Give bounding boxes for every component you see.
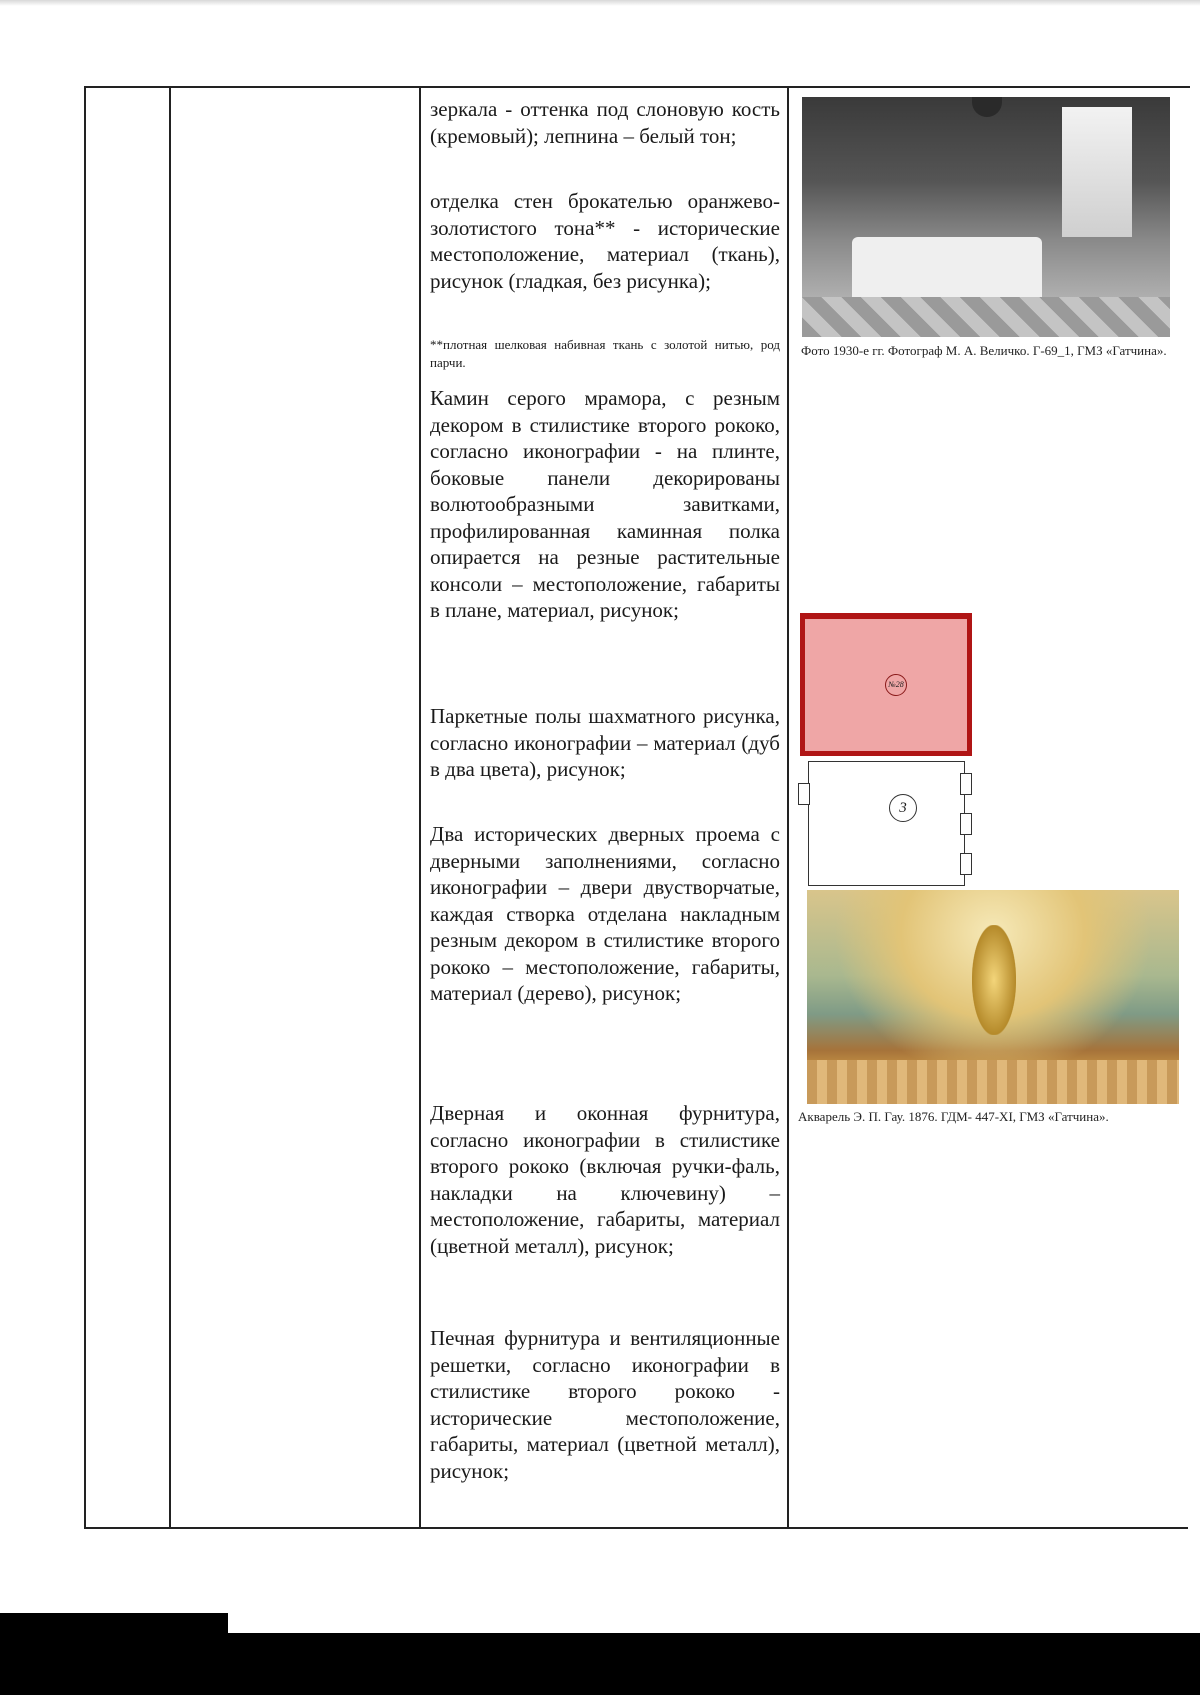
table-column-border — [419, 86, 421, 1529]
footnote: **плотная шелковая набивная ткань с золотой нитью, род парчи. — [430, 337, 780, 370]
paragraph-fireplace: Камин серого мрамора, с резным декором в стилистике второго рококо, согласно иконографии - на плинте, боковые панели декорированы волютообразными завитками, профилированная каминная полка опирается на резные растительные консоли – местоположение, габариты в плане, материал, рисунок; — [430, 386, 780, 622]
plan-door — [798, 783, 810, 805]
paragraph-stove-hardware: Печная фурнитура и вентиляционные решетки, согласно иконографии в стилистике второго рококо - исторические местоположение, габариты, материал (цветной металл), рисунок; — [430, 1326, 780, 1483]
scan-top-edge — [0, 0, 1200, 6]
photo-chandelier — [972, 97, 1002, 117]
watercolor-chandelier — [972, 925, 1016, 1035]
paragraph-parquet: Паркетные полы шахматного рисунка, согласно иконографии – материал (дуб в два цвета), рисунок; — [430, 704, 780, 781]
table-column-border — [787, 86, 789, 1529]
table-column-border — [169, 86, 171, 1529]
plan-room-number: 3 — [889, 794, 917, 822]
paragraph-mirrors: зеркала - оттенка под слоновую кость (кремовый); лепнина – белый тон; — [430, 97, 780, 148]
plan-door — [960, 773, 972, 795]
table-bottom-border — [84, 1527, 1188, 1529]
plan-door — [960, 853, 972, 875]
watercolor-carpet — [807, 1060, 1179, 1104]
paragraph-door-hardware: Дверная и оконная фурнитура, согласно иконографии в стилистике второго рококо (включая ручки-фаль, накладки на ключевину) – местоположение, габариты, материал (цветной металл), рисунок; — [430, 1101, 780, 1258]
paragraph-wall-finish: отделка стен брокателью оранжево-золотистого тона** - исторические местоположение, материал (ткань), рисунок (гладкая, без рисунка); — [430, 189, 780, 293]
watercolor-salon — [807, 890, 1179, 1104]
plan-room-highlighted — [800, 613, 972, 756]
paragraph-doors: Два исторических дверных проема с дверными заполнениями, согласно иконографии – двери двустворчатые, каждая створка отделана накладным резным декором в стилистике второго рококо – местоположение, габариты, материал (дерево), рисунок; — [430, 822, 780, 1005]
plan-room-adjacent — [808, 761, 965, 886]
scan-bottom-tab — [0, 1613, 228, 1633]
table-column-border — [84, 86, 86, 1529]
photo-caption: Фото 1930-е гг. Фотограф М. А. Величко. Г-69_1, ГМЗ «Гатчина». — [801, 343, 1167, 358]
plan-room-number: №28 — [885, 674, 907, 696]
archive-photo-dining-room — [802, 97, 1170, 337]
scan-bottom-edge — [0, 1633, 1200, 1695]
watercolor-caption: Акварель Э. П. Гау. 1876. ГДМ- 447-XI, ГМЗ «Гатчина». — [798, 1109, 1109, 1124]
photo-floor — [802, 297, 1170, 337]
table-top-border — [84, 86, 1190, 88]
plan-door — [960, 813, 972, 835]
floor-plan — [798, 613, 988, 890]
photo-window — [1062, 107, 1132, 237]
